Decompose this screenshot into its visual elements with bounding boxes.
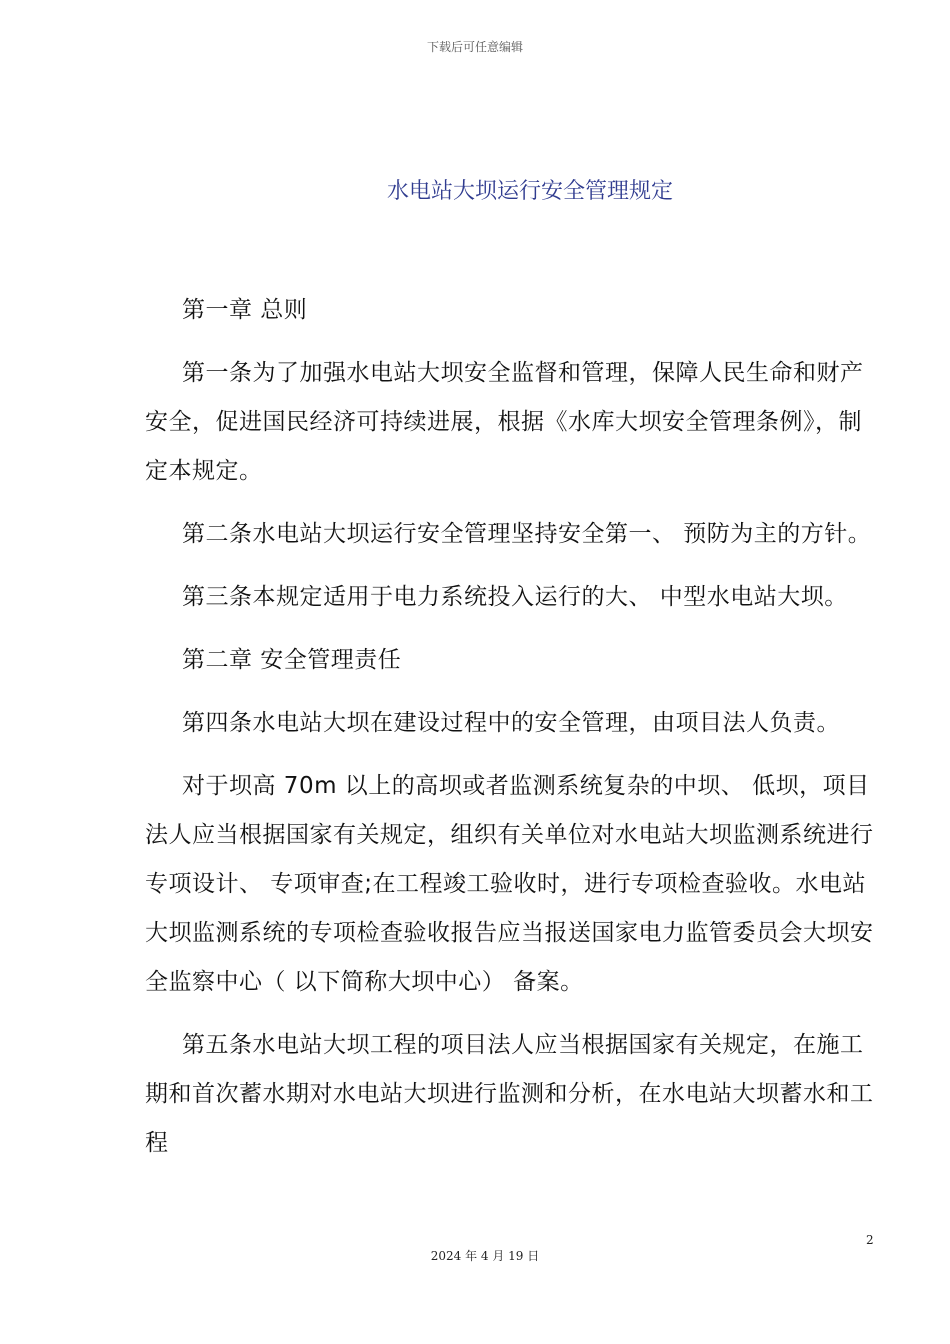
header-note: 下载后可任意编辑 — [426, 40, 523, 54]
page-number: 2 — [866, 1233, 874, 1247]
chapter-2-heading: 第二章 安全管理责任 — [182, 647, 402, 673]
article-3: 第三条本规定适用于电力系统投入运行的大、 中型水电站大坝。 — [182, 584, 848, 610]
article-1: 第一条为了加强水电站大坝安全监督和管理，保障人民生命和财产安全，促进国民经济可持续进展，根据《水库大坝安全管理条例》，制定本规定。 — [145, 360, 864, 484]
document-body — [145, 286, 878, 1182]
document-title: 水电站大坝运行安全管理规定 — [386, 179, 673, 204]
article-5: 第五条水电站大坝工程的项目法人应当根据国家有关规定，在施工期和首次蓄水期对水电站大坝进行监测和分析，在水电站大坝蓄水和工程 — [145, 1032, 874, 1156]
article-4: 第四条水电站大坝在建设过程中的安全管理，由项目法人负责。 — [182, 710, 840, 736]
chapter-1-heading: 第一章 总则 — [182, 297, 308, 323]
article-4-continued: 对于坝高 70m 以上的高坝或者监测系统复杂的中坝、 低坝，项目法人应当根据国家有关规定，组织有关单位对水电站大坝监测系统进行专项设计、 专项审查;在工程竣工验收时，进行专项检查验收。水电站大坝监测系统的专项检查验收报告应当报送国家电力监管委员会大坝安全监察中心（ 以下简称大坝中心） 备案。 — [145, 773, 874, 995]
article-2: 第二条水电站大坝运行安全管理坚持安全第一、 预防为主的方针。 — [182, 521, 872, 547]
footer-date: 2024 年 4 月 19 日 — [430, 1249, 540, 1263]
